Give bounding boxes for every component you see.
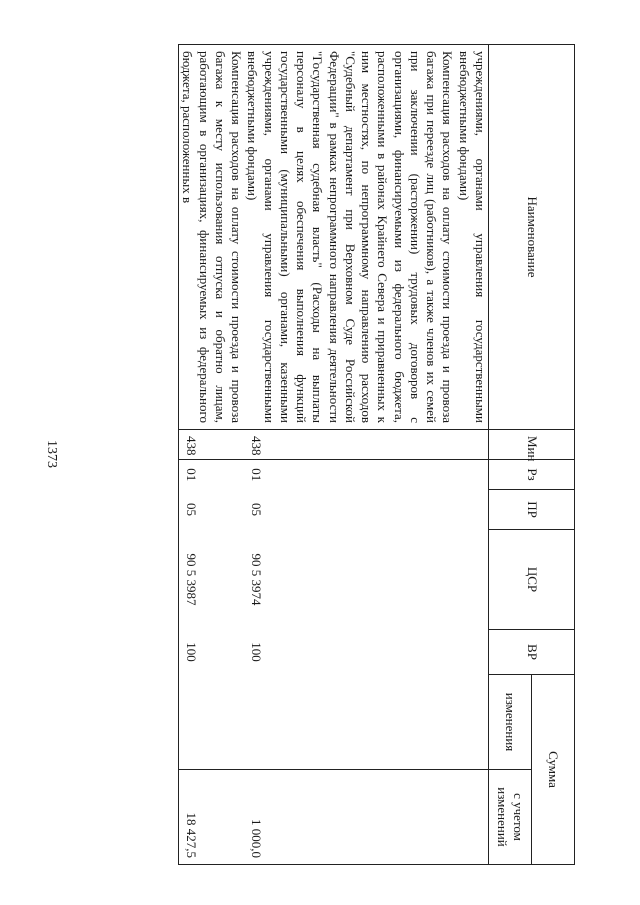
table-row [179, 45, 245, 865]
row-changes [244, 675, 455, 770]
row-csr: 90 5 3974 [249, 553, 265, 606]
header-pr: ПР [489, 490, 575, 530]
row-rz: 01 [249, 468, 265, 482]
page-number: 1373 [44, 440, 59, 468]
table-body [179, 45, 489, 865]
header-with-changes: с учетом изменений [489, 770, 532, 865]
header-csr: ЦСР [489, 530, 575, 630]
row-vr: 100 [249, 642, 265, 662]
row-name: Компенсация расходов на оплату стоимости проезда и провоза багажа к месту использования отпуска и обратно лицам, работающим в организациях, финансируемых из федерального бюджета, расположенных в [179, 45, 245, 430]
header-min: Мин [489, 430, 575, 460]
row-name: Компенсация расходов на оплату стоимости проезда и провоза багажа при переезде лиц (работников), а также членов их семей при заключении (расторжении) трудовых договоров с организациями, финансируемыми из федерального бюджета, расположенными в районах Крайнего Севера и приравненных к ним местностях, по непрограммному направлению расходов "Судебный департамент при Верховном Суде Российской Федерации" в рамках непрограммного направления деятельности "Государственная судебная власть" (Расходы на выплаты персоналу в целях обеспечения выполнения функций государственными (муниципальными) органами, казенными учреждениями, органами управления государственными внебюджетными фондами) [244, 45, 455, 430]
header-vr: ВР [489, 630, 575, 675]
table-row [244, 45, 455, 865]
row-changes [456, 675, 489, 770]
row-pr: 05 [249, 503, 265, 516]
row-vr [456, 630, 489, 675]
row-pr: 05 [179, 490, 245, 530]
row-name: учреждениями, органами управления государственными внебюджетными фондами) [456, 45, 489, 430]
row-changes [179, 675, 245, 770]
row-with-changes [456, 770, 489, 865]
row-csr: 90 5 3987 [179, 530, 245, 630]
row-csr [456, 530, 489, 630]
row-rz: 01 [179, 460, 245, 490]
rotated-page [73, 44, 575, 864]
table-row [456, 45, 489, 865]
header-name: Наименование [489, 45, 575, 430]
row-min [456, 430, 489, 460]
row-with-changes: 1 000,0 [244, 770, 455, 865]
row-rz [456, 460, 489, 490]
budget-table [178, 44, 575, 865]
header-changes: изменения [489, 675, 532, 770]
row-vr: 100 [179, 630, 245, 675]
header-rz: Рз [489, 460, 575, 490]
row-with-changes: 18 427,5 [179, 770, 245, 865]
row-min: 438 [179, 430, 245, 460]
row-pr [456, 490, 489, 530]
table-header [489, 45, 575, 865]
row-min: 438 [244, 430, 455, 460]
header-sum: Сумма [532, 675, 575, 865]
